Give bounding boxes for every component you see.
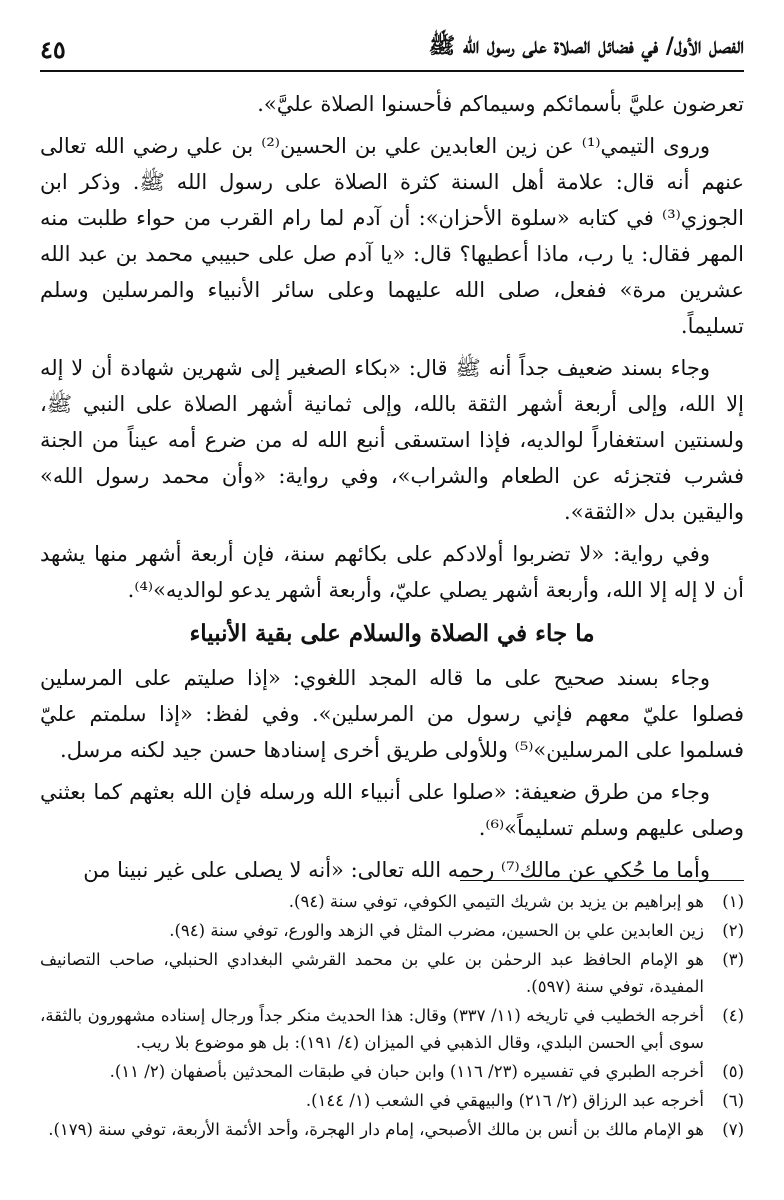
footnotes (40, 888, 744, 1145)
footnote-text: أخرجه عبد الرزاق (٢/ ٢١٦) والبيهقي في الشعب (١/ ١٤٤). (305, 1091, 704, 1110)
footnote-number: (٧) (722, 1120, 744, 1139)
paragraph-1: تعرضون عليَّ بأسمائكم وسيماكم فأحسنوا الصلاة عليَّ». (257, 92, 744, 116)
footnote-divider (460, 880, 744, 881)
footnote-text: هو إبراهيم بن يزيد بن شريك التيمي الكوفي، توفي سنة (٩٤). (288, 892, 704, 911)
paragraph-6: وجاء من طرق ضعيفة: «صلوا على أنبياء الله ورسله فإن الله بعثهم كما بعثني وصلى عليهم وسلم تسليماً»⁽⁶⁾. (40, 780, 744, 840)
section-heading: ما جاء في الصلاة والسلام على بقية الأنبياء (189, 620, 595, 647)
footnote-text: أخرجه الخطيب في تاريخه (١١/ ٣٣٧) وقال: هذا الحديث منكر جداً ورجال إسناده مشهورون بالثقة، سوى أبي الحسن البلدي، وقال الذهبي في الميزان (٤/ ١٩١): بل هو موضوع بلا ريب. (40, 1006, 704, 1052)
footnote (40, 1058, 744, 1085)
footnote (40, 946, 744, 1000)
paragraph-2: وروى التيمي⁽¹⁾ عن زين العابدين علي بن الحسين⁽²⁾ بن علي رضي الله تعالى عنهم أنه قال: علامة أهل السنة كثرة الصلاة على رسول الله ﷺ. وذكر ابن الجوزي⁽³⁾ في كتابه «سلوة الأحزان»: أن آدم لما رام القرب من حواء طلبت منه المهر فقال: يا رب، ماذا أعطيها؟ قال: «يا آدم صل على حبيبي محمد بن عبد الله عشرين مرة» ففعل، صلى الله عليهما وعلى سائر الأنبياء والمرسلين وسلم تسليماً. (40, 134, 744, 338)
paragraph-5: وجاء بسند صحيح على ما قاله المجد اللغوي: «إذا صليتم على المرسلين فصلوا عليّ معهم فإني رسول من المرسلين». وفي لفظ: «إذا سلمتم عليّ فسلموا على المرسلين»⁽⁵⁾ وللأولى طريق أخرى إسنادها حسن جيد لكنه مرسل. (40, 666, 744, 762)
footnote-text: أخرجه الطبري في تفسيره (٢٣/ ١١٦) وابن حبان في طبقات المحدثين بأصفهان (٢/ ١١). (109, 1062, 704, 1081)
page-number: ٤٥ (40, 35, 66, 64)
footnote-number: (٢) (722, 921, 744, 940)
footnote (40, 1087, 744, 1114)
footnote (40, 888, 744, 915)
footnote (40, 917, 744, 944)
footnote-text: هو الإمام الحافظ عبد الرحمٰن بن علي بن محمد القرشي البغدادي الحنبلي، صاحب التصانيف المفيدة، توفي سنة (٥٩٧). (40, 950, 704, 996)
chapter-title: الفصل الأول/ في فضائل الصلاة على رسول الله ﷺ (428, 33, 744, 59)
footnote-number: (٣) (722, 950, 744, 969)
footnote (40, 1002, 744, 1056)
paragraph-4: وفي رواية: «لا تضربوا أولادكم على بكائهم سنة، فإن أربعة أشهر منها يشهد أن لا إله إلا الله، وأربعة أشهر يصلي عليّ، وأربعة أشهر يدعو لوالديه»⁽⁴⁾. (40, 542, 744, 602)
paragraph-7: وأما ما حُكي عن مالك⁽⁷⁾ رحمه الله تعالى: «أنه لا يصلى على غير نبينا من (83, 858, 710, 882)
footnote-number: (٤) (722, 1006, 744, 1025)
footnote-number: (٥) (722, 1062, 744, 1081)
footnote-text: زين العابدين علي بن الحسين، مضرب المثل في الزهد والورع، توفي سنة (٩٤). (169, 921, 704, 940)
footnote-number: (٦) (722, 1091, 744, 1110)
paragraph-3: وجاء بسند ضعيف جداً أنه ﷺ قال: «بكاء الصغير إلى شهرين شهادة أن لا إله إلا الله، وإلى أربعة أشهر الثقة بالله، وإلى ثمانية أشهر الصلاة على النبي ﷺ، ولسنتين استغفاراً لوالديه، فإذا استسقى أنبع الله له من ضرع أمه عيناً من الجنة فشرب فتجزئه عن الطعام والشراب»، وفي رواية: «وأن محمد رسول الله» واليقين بدل «الثقة». (40, 356, 744, 524)
running-header (40, 28, 744, 72)
footnote-text: هو الإمام مالك بن أنس بن مالك الأصبحي، إمام دار الهجرة، وأحد الأئمة الأربعة، توفي سنة (١٧٩). (48, 1120, 704, 1139)
footnote-number: (١) (722, 892, 744, 911)
main-text (40, 86, 744, 894)
footnote (40, 1116, 744, 1143)
